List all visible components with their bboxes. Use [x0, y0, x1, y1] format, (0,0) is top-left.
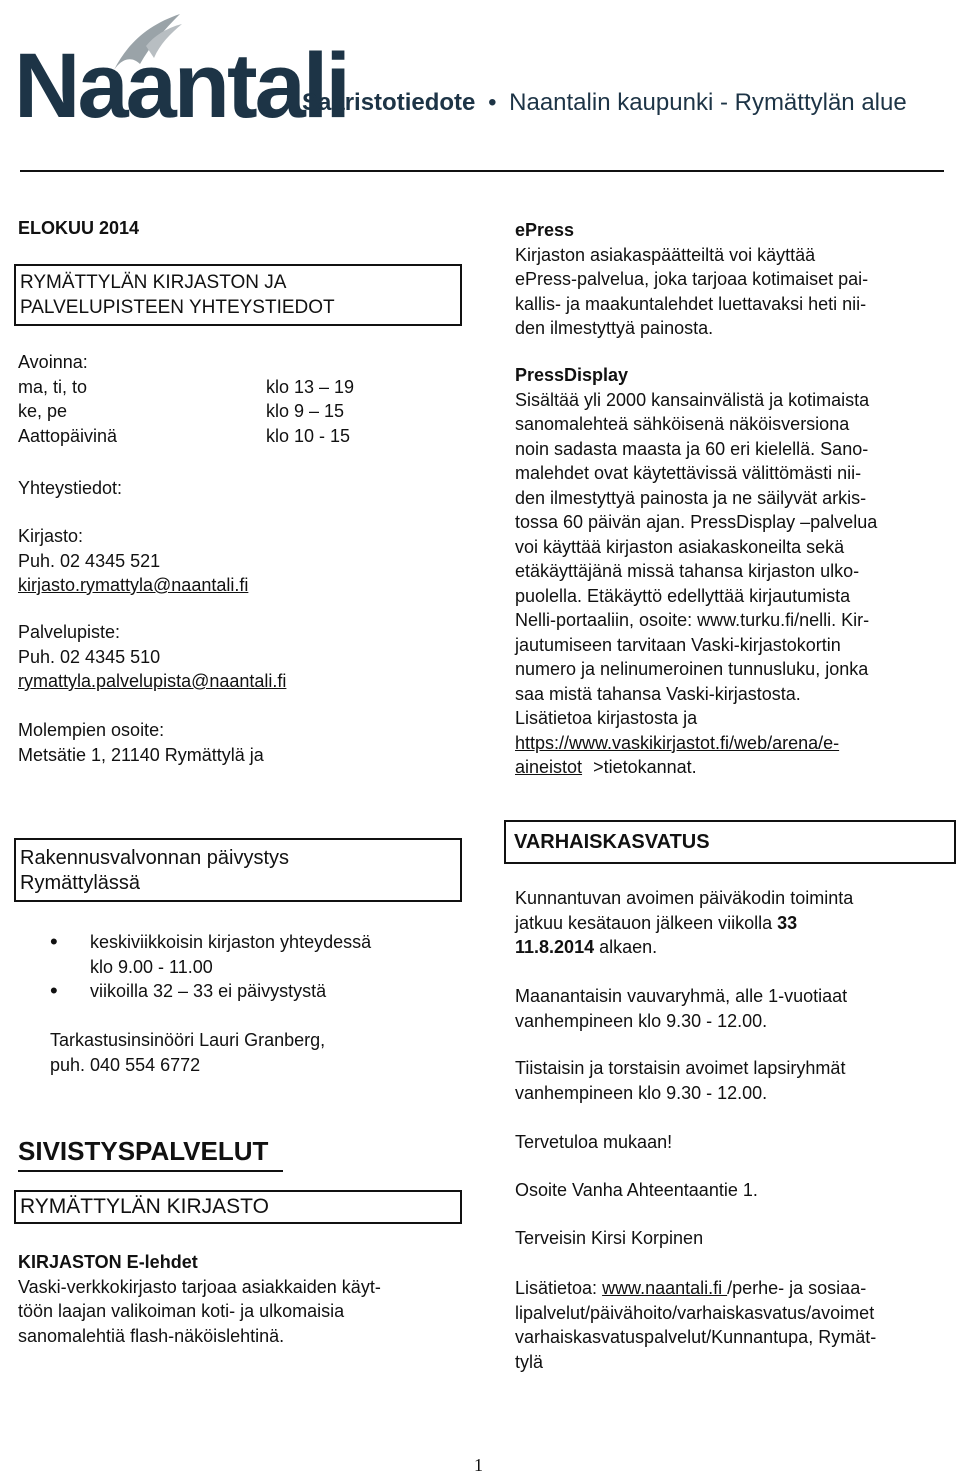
p1-text: jatkuu kesätauon jälkeen viikolla — [515, 912, 778, 933]
pressdisplay-line: saa mistä tahansa Vaski-kirjastosta. — [515, 683, 801, 704]
p3-line: Tiistaisin ja torstaisin avoimet lapsiryhmät — [515, 1058, 846, 1078]
tagline-bullet: • — [488, 89, 497, 116]
inspector-name: Tarkastusinsinööri Lauri Granberg, — [50, 1030, 326, 1050]
hours-row — [18, 424, 458, 449]
open-label-row — [18, 350, 458, 375]
library-email-link[interactable]: kirjasto.rymattyla@naantali.fi — [18, 575, 249, 595]
library-phone: Puh. 02 4345 521 — [18, 550, 161, 571]
info-path: /perhe- ja sosiaa- — [727, 1278, 867, 1298]
building-title-line-1: Rakennusvalvonnan päivystys — [20, 847, 290, 869]
emags-section — [18, 1250, 458, 1348]
pressdisplay-line: voi käyttää kirjaston asiakaskoneilta sekä — [515, 536, 845, 557]
p2-line: Maanantaisin vauvaryhmä, alle 1-vuotiaat — [515, 986, 848, 1006]
naantali-link[interactable]: www.naantali.fi — [602, 1278, 728, 1298]
hours-row — [18, 399, 458, 424]
service-label: Palvelupiste: — [18, 622, 121, 642]
tagline-rest: Naantalin kaupunki - Rymättylän alue — [509, 89, 907, 116]
pressdisplay-line: den ilmestyttyä painosta ja ne säilyvät arkis- — [515, 487, 867, 508]
epress-line: ePress-palvelua, joka tarjoaa kotimaiset pai- — [515, 269, 869, 289]
inspector-phone: puh. 040 554 6772 — [50, 1054, 201, 1075]
epress-title: ePress — [515, 220, 575, 240]
service-phone: Puh. 02 4345 510 — [18, 646, 161, 667]
contact-title-box — [14, 264, 462, 326]
pressdisplay-line: puolella. Etäkäyttö edellyttää kirjautumista — [515, 585, 851, 606]
early-ed-info — [515, 1276, 945, 1374]
emags-line: töön laajan valikoiman koti- ja ulkomaisia — [18, 1301, 345, 1321]
emags-line: Vaski-verkkokirjasto tarjoaa asiakkaiden käyt- — [18, 1276, 381, 1297]
vaski-link[interactable]: https://www.vaskikirjastot.fi/web/arena/e- — [515, 732, 840, 753]
building-bullets — [50, 930, 450, 1004]
epress-line: Kirjaston asiakaspäätteiltä voi käyttää — [515, 244, 816, 265]
p1-date: 11.8.2014 — [515, 937, 595, 957]
contact-title-line-1: RYMÄTTYLÄN KIRJASTON JA — [20, 272, 287, 293]
info-line: lipalvelut/päivähoito/varhaiskasvatus/avoimet — [515, 1302, 875, 1323]
emags-line: sanomalehtiä flash-näköislehtinä. — [18, 1325, 285, 1346]
p1-week: 33 — [777, 912, 798, 933]
open-colon: : — [82, 352, 88, 372]
library-label-row — [18, 524, 248, 549]
emags-title: KIRJASTON E-lehdet — [18, 1252, 198, 1272]
early-ed-title: VARHAISKASVATUS — [514, 831, 710, 853]
info-label: Lisätietoa: — [515, 1278, 603, 1298]
list-item — [50, 979, 450, 1004]
logo-wordmark: Naantali — [14, 35, 348, 137]
header — [0, 0, 960, 175]
month-title: ELOKUU 2014 — [18, 218, 140, 238]
pressdisplay-line: Nelli-portaaliin, osoite: www.turku.fi/nelli. Kir- — [515, 610, 870, 630]
early-ed-p3 — [515, 1056, 945, 1105]
early-ed-p1 — [515, 886, 945, 960]
library-label: Kirjasto — [18, 526, 79, 546]
pressdisplay-line: noin sadasta maasta ja 60 eri kielellä. Sano- — [515, 438, 869, 459]
hours-days: ke, pe — [18, 401, 68, 421]
address-text: Osoite Vanha Ahteentaantie 1. — [515, 1180, 758, 1200]
pressdisplay-line: malehdet ovat käytettävissä välittömästi nii- — [515, 463, 862, 483]
bullet-line: • viikoilla 32 – 33 ei päivystystä — [90, 981, 327, 1001]
header-divider — [20, 170, 944, 172]
service-contact — [18, 620, 286, 694]
info-line: varhaiskasvatuspalvelut/Kunnantupa, Rymät- — [515, 1327, 877, 1347]
pressdisplay-line: sanomalehteä sähköisenä näköisversiona — [515, 414, 850, 434]
early-ed-title-box — [504, 820, 956, 864]
epress-line: den ilmestyttyä painosta. — [515, 318, 714, 338]
library-title-box — [14, 1190, 462, 1224]
p1-line: Kunnantuvan avoimen päiväkodin toiminta — [515, 888, 854, 908]
bullet-line: klo 9.00 - 11.00 — [90, 956, 213, 977]
list-item — [50, 930, 450, 979]
inspector-contact — [50, 1028, 325, 1077]
pressdisplay-line: Sisältää yli 2000 kansainvälistä ja kotimaista — [515, 389, 870, 410]
library-colon: : — [78, 526, 84, 546]
building-title-box — [14, 838, 462, 902]
culture-heading-underline — [18, 1170, 283, 1172]
page-number: 1 — [474, 1455, 483, 1475]
link-suffix: >tietokannat. — [593, 757, 697, 777]
p1-line-2 — [515, 911, 945, 936]
welcome-text: Tervetuloa mukaan! — [515, 1132, 673, 1152]
greeting-text: Terveisin Kirsi Korpinen — [515, 1228, 704, 1248]
early-ed-p2 — [515, 984, 945, 1033]
p1-text-end: alkaen. — [594, 937, 658, 957]
service-email-link[interactable]: rymattyla.palvelupista@naantali.fi — [18, 671, 287, 691]
shared-address — [18, 718, 264, 767]
header-tagline — [302, 88, 907, 118]
contacts-label: Yhteystiedot: — [18, 478, 123, 498]
library-box-title: RYMÄTTYLÄN KIRJASTO — [20, 1195, 269, 1218]
info-line-1 — [515, 1276, 945, 1301]
tagline-strong: Saaristotiedote — [302, 89, 476, 116]
info-line: tylä — [515, 1351, 544, 1372]
pressdisplay-line: Lisätietoa kirjastosta ja — [515, 708, 698, 728]
hours-time: klo 9 – 15 — [266, 401, 345, 421]
p3-line: vanhempineen klo 9.30 - 12.00. — [515, 1082, 768, 1103]
opening-hours — [18, 350, 458, 448]
p1-line-3 — [515, 935, 945, 960]
address-text: Metsätie 1, 21140 Rymättylä ja — [18, 744, 264, 765]
contact-title-line-2: PALVELUPISTEEN YHTEYSTIEDOT — [20, 296, 335, 318]
library-contact — [18, 524, 248, 598]
pressdisplay-title: PressDisplay — [515, 365, 629, 385]
epress-section — [515, 218, 945, 341]
hours-time: klo 13 – 19 — [266, 376, 355, 397]
pressdisplay-line: tossa 60 päivän ajan. PressDisplay –palvelua — [515, 512, 878, 532]
pressdisplay-line: etäkäyttäjänä missä tahansa kirjaston ulko- — [515, 561, 860, 581]
hours-days: ma, ti, to — [18, 376, 88, 397]
pressdisplay-line: jautumiseen tarvitaan Vaski-kirjastokortin — [515, 634, 841, 655]
pressdisplay-line: numero ja nelinumeroinen tunnusluku, jonka — [515, 659, 869, 679]
address-label: Molempien osoite: — [18, 720, 165, 740]
pressdisplay-section — [515, 363, 945, 780]
bullet-line: • keskiviikkoisin kirjaston yhteydessä — [90, 932, 372, 952]
vaski-link-cont[interactable]: aineistot — [515, 757, 583, 777]
hours-time: klo 10 - 15 — [266, 425, 351, 446]
epress-line: kallis- ja maakuntalehdet luettavaksi heti nii- — [515, 293, 867, 314]
p2-line: vanhempineen klo 9.30 - 12.00. — [515, 1010, 768, 1031]
building-title-line-2: Rymättylässä — [20, 871, 141, 894]
hours-row — [18, 375, 458, 400]
open-label: Avoinna — [18, 352, 83, 372]
hours-days: Aattopäivinä — [18, 425, 118, 446]
culture-heading: SIVISTYSPALVELUT — [18, 1136, 269, 1166]
